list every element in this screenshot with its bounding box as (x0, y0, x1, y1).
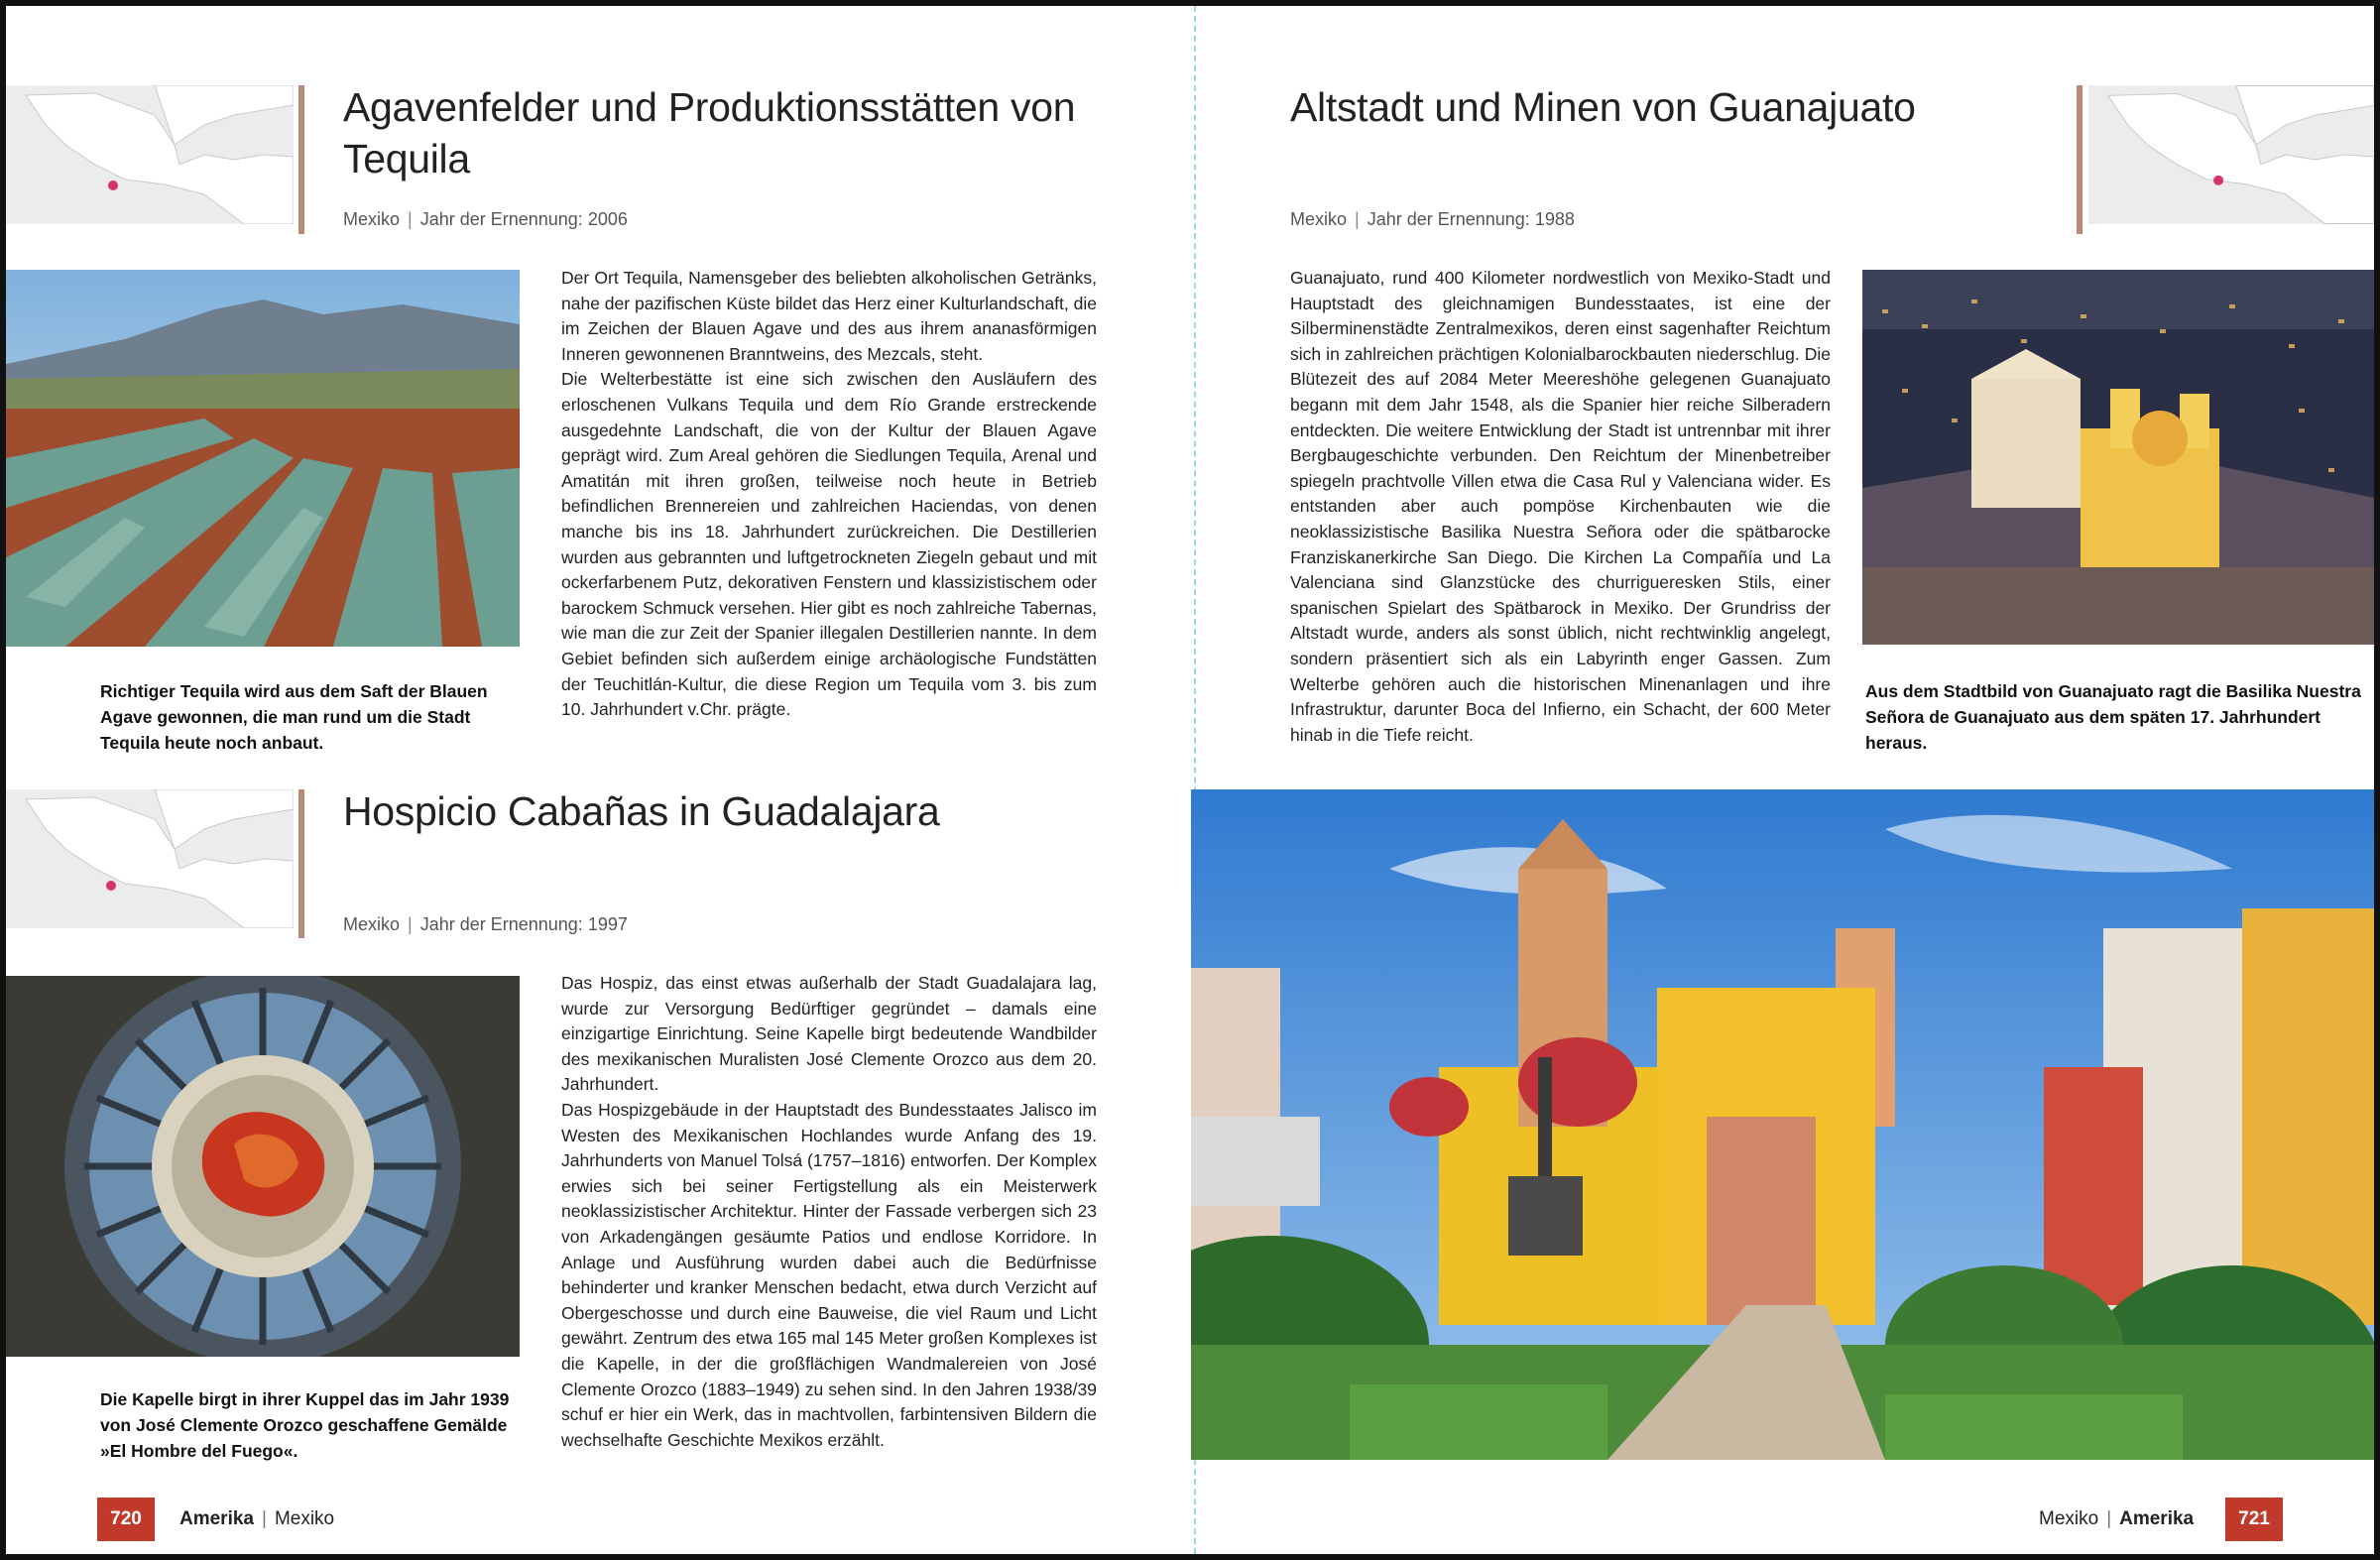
body-text-tequila: Der Ort Tequila, Namensgeber des beliebten alkoholischen Getränks, nahe der pazifischen Küste bildet das Herz einer Kulturlandschaft, die im Zeichen der Blauen Agave und des aus ihrem ananasförmigen Inneren gewonnenen Branntweins, des Mezcals, steht. Die Welterbestätte ist eine sich zwischen den Ausläufern des erloschenen Vulkans Tequila und dem Río Grande erstreckende ausgedehnte Landschaft, die von der Kultur der Blauen Agave geprägt wird. Zum Areal gehören die Siedlungen Tequila, Arenal und Amatitán mit ihren großen, teilweise noch heute in Betrieb befindlichen Brennereien und zahlreichen Haciendas, von denen manche bis ins 18. Jahrhundert zurückreichen. Die Destillerien wurden aus gebrannten und luftgetrockneten Ziegeln gebaut und mit ockerfarbenem Putz, dekorativen Fenstern und klassizistischem oder barockem Schmuck versehen. Hier gibt es noch zahlreiche Tabernas, wie man die zur Zeit der Spanier illegalen Destillerien nannte. In dem Gebiet befinden sich außerdem einige archäologische Fundstätten der Teuchitlán-Kultur, die diese Region um Tequila vom 3. bis zum 10. Jahrhundert v.Chr. prägte. (561, 268, 1097, 720)
country-label: Mexiko (343, 914, 401, 934)
section-title-tequila (343, 81, 1117, 184)
running-footer: Amerika | Mexiko (179, 1508, 335, 1529)
map-marker (108, 180, 118, 190)
section-rule (298, 85, 304, 234)
map-marker (2213, 176, 2223, 185)
location-map-guadalajara (6, 789, 294, 928)
guanajuato-night-photo (1862, 270, 2374, 645)
year-label: Jahr der Ernennung: 2006 (419, 209, 628, 229)
year-label: Jahr der Ernennung: 1988 (1367, 209, 1575, 229)
section-meta: Mexiko | Jahr der Ernennung: 1988 (1290, 209, 1575, 229)
footer-section: Amerika (2119, 1508, 2195, 1529)
map-graphic (6, 789, 294, 928)
basilica-photo (1191, 789, 2374, 1460)
map-graphic (2088, 85, 2374, 224)
agave-field-photo (6, 270, 520, 647)
country-label: Mexiko (343, 209, 401, 229)
section-meta: Mexiko | Jahr der Ernennung: 2006 (343, 209, 628, 229)
photo-caption: Aus dem Stadtbild von Guanajuato ragt die Basilika Nuestra Señora de Guanajuato aus dem späten 17. Jahrhundert heraus. (1865, 681, 2361, 753)
footer-section: Amerika (179, 1508, 254, 1529)
photo-caption: Die Kapelle birgt in ihrer Kuppel das im Jahr 1939 von José Clemente Orozco geschaffene Gemälde »El Hombre del Fuego«. (100, 1389, 510, 1461)
page-number: 720 (97, 1498, 155, 1541)
section-meta: Mexiko | Jahr der Ernennung: 1997 (343, 914, 628, 934)
map-marker (106, 881, 116, 891)
body-text-hospicio: Das Hospiz, das einst etwas außerhalb der Stadt Guadalajara lag, wurde zur Versorgung Bedürftiger gegründet – damals eine einzigartige Einrichtung. Seine Kapelle birgt bedeutende Wandbilder des mexikanischen Muralisten José Clemente Orozco aus dem 20. Jahrhundert. Das Hospizgebäude in der Hauptstadt des Bundesstaates Jalisco im Westen des Mexikanischen Hochlandes wurde Anfang des 19. Jahrhunderts von Manuel Tolsá (1757–1816) entworfen. Der Komplex erwies sich bei seiner Fertigstellung als ein Meisterwerk neoklassizistischer Architektur. Hinter der Fassade verbergen sich 23 von Arkadengängen gesäumte Patios und endlose Korridore. In Anlage und Ausführung wurden dabei auch die Bedürfnisse behinderter und kranker Menschen bedacht, etwa durch Verzicht auf Obergeschosse und durch eine Bauweise, die viel Raum und Licht gewährt. Zentrum des etwa 165 mal 145 Meter großen Komplexes ist die Kapelle, in der die großflächigen Wandmalereien von José Clemente Orozco (1883–1949) zu sehen sind. In den Jahren 1938/39 schuf er hier ein Werk, das in machtvollen, farbintensiven Bildern die wechselhafte Geschichte Mexikos erzählt. (561, 973, 1097, 1450)
section-rule (2077, 85, 2082, 234)
chapel-dome-photo (6, 976, 520, 1357)
map-graphic (6, 85, 294, 224)
section-title-guanajuato: Altstadt und Minen von Guanajuato (1290, 84, 1916, 130)
running-footer: Mexiko | Amerika (2039, 1508, 2195, 1529)
footer-country: Mexiko (2039, 1508, 2099, 1529)
location-map-guanajuato (2088, 85, 2374, 224)
photo-caption: Richtiger Tequila wird aus dem Saft der Blauen Agave gewonnen, die man rund um die Stadt Tequila heute noch anbaut. (100, 681, 488, 753)
year-label: Jahr der Ernennung: 1997 (419, 914, 628, 934)
section-title-hospicio: Hospicio Cabañas in Guadalajara (343, 788, 940, 834)
title-line: Tequila (343, 136, 470, 181)
body-text-guanajuato: Guanajuato, rund 400 Kilometer nordwestlich von Mexiko-Stadt und Hauptstadt des gleichnamigen Bundesstaates, ist eine der Silberminenstädte Zentralmexikos, deren einst sagenhafter Reichtum sich in zahlreichen prächtigen Kolonialbarockbauten niederschlug. Die Blütezeit des auf 2084 Meter Meereshöhe gelegenen Guanajuato begann mit dem Jahr 1548, als die Spanier hier reiche Silberadern entdeckten. Die weitere Entwicklung der Stadt ist untrennbar mit ihrer Bergbaugeschichte verbunden. Den Reichtum der Minenbetreiber spiegeln prachtvolle Villen etwa die Casa Rul y Valenciana wider. Es entstanden aber auch pompöse Kirchenbauten wie die neoklassizistische Basilika Nuestra Señora oder die spätbarocke Franziskanerkirche San Diego. Die Kirchen La Compañía und La Valenciana sind Glanzstücke des churrigueresken Stils, einer spanischen Spielart des Spätbarock in Mexiko. Der Grundriss der Altstadt wurde, anders als sonst üblich, nicht rechtwinklig angelegt, sondern präsentiert sich als ein Labyrinth enger Gassen. Zum Welterbe gehören auch die historischen Minenanlagen und ihre Infrastruktur, darunter Boca del Infierno, ein Schacht, der 600 Meter hinab in die Tiefe reicht. (1290, 268, 1831, 745)
book-spread (6, 6, 2374, 1554)
location-map-tequila (6, 85, 294, 224)
country-label: Mexiko (1290, 209, 1348, 229)
section-rule (298, 789, 304, 938)
page-number: 721 (2225, 1498, 2283, 1541)
footer-country: Mexiko (274, 1508, 335, 1529)
title-line: Agavenfelder und Produktionsstätten von (343, 84, 1076, 130)
